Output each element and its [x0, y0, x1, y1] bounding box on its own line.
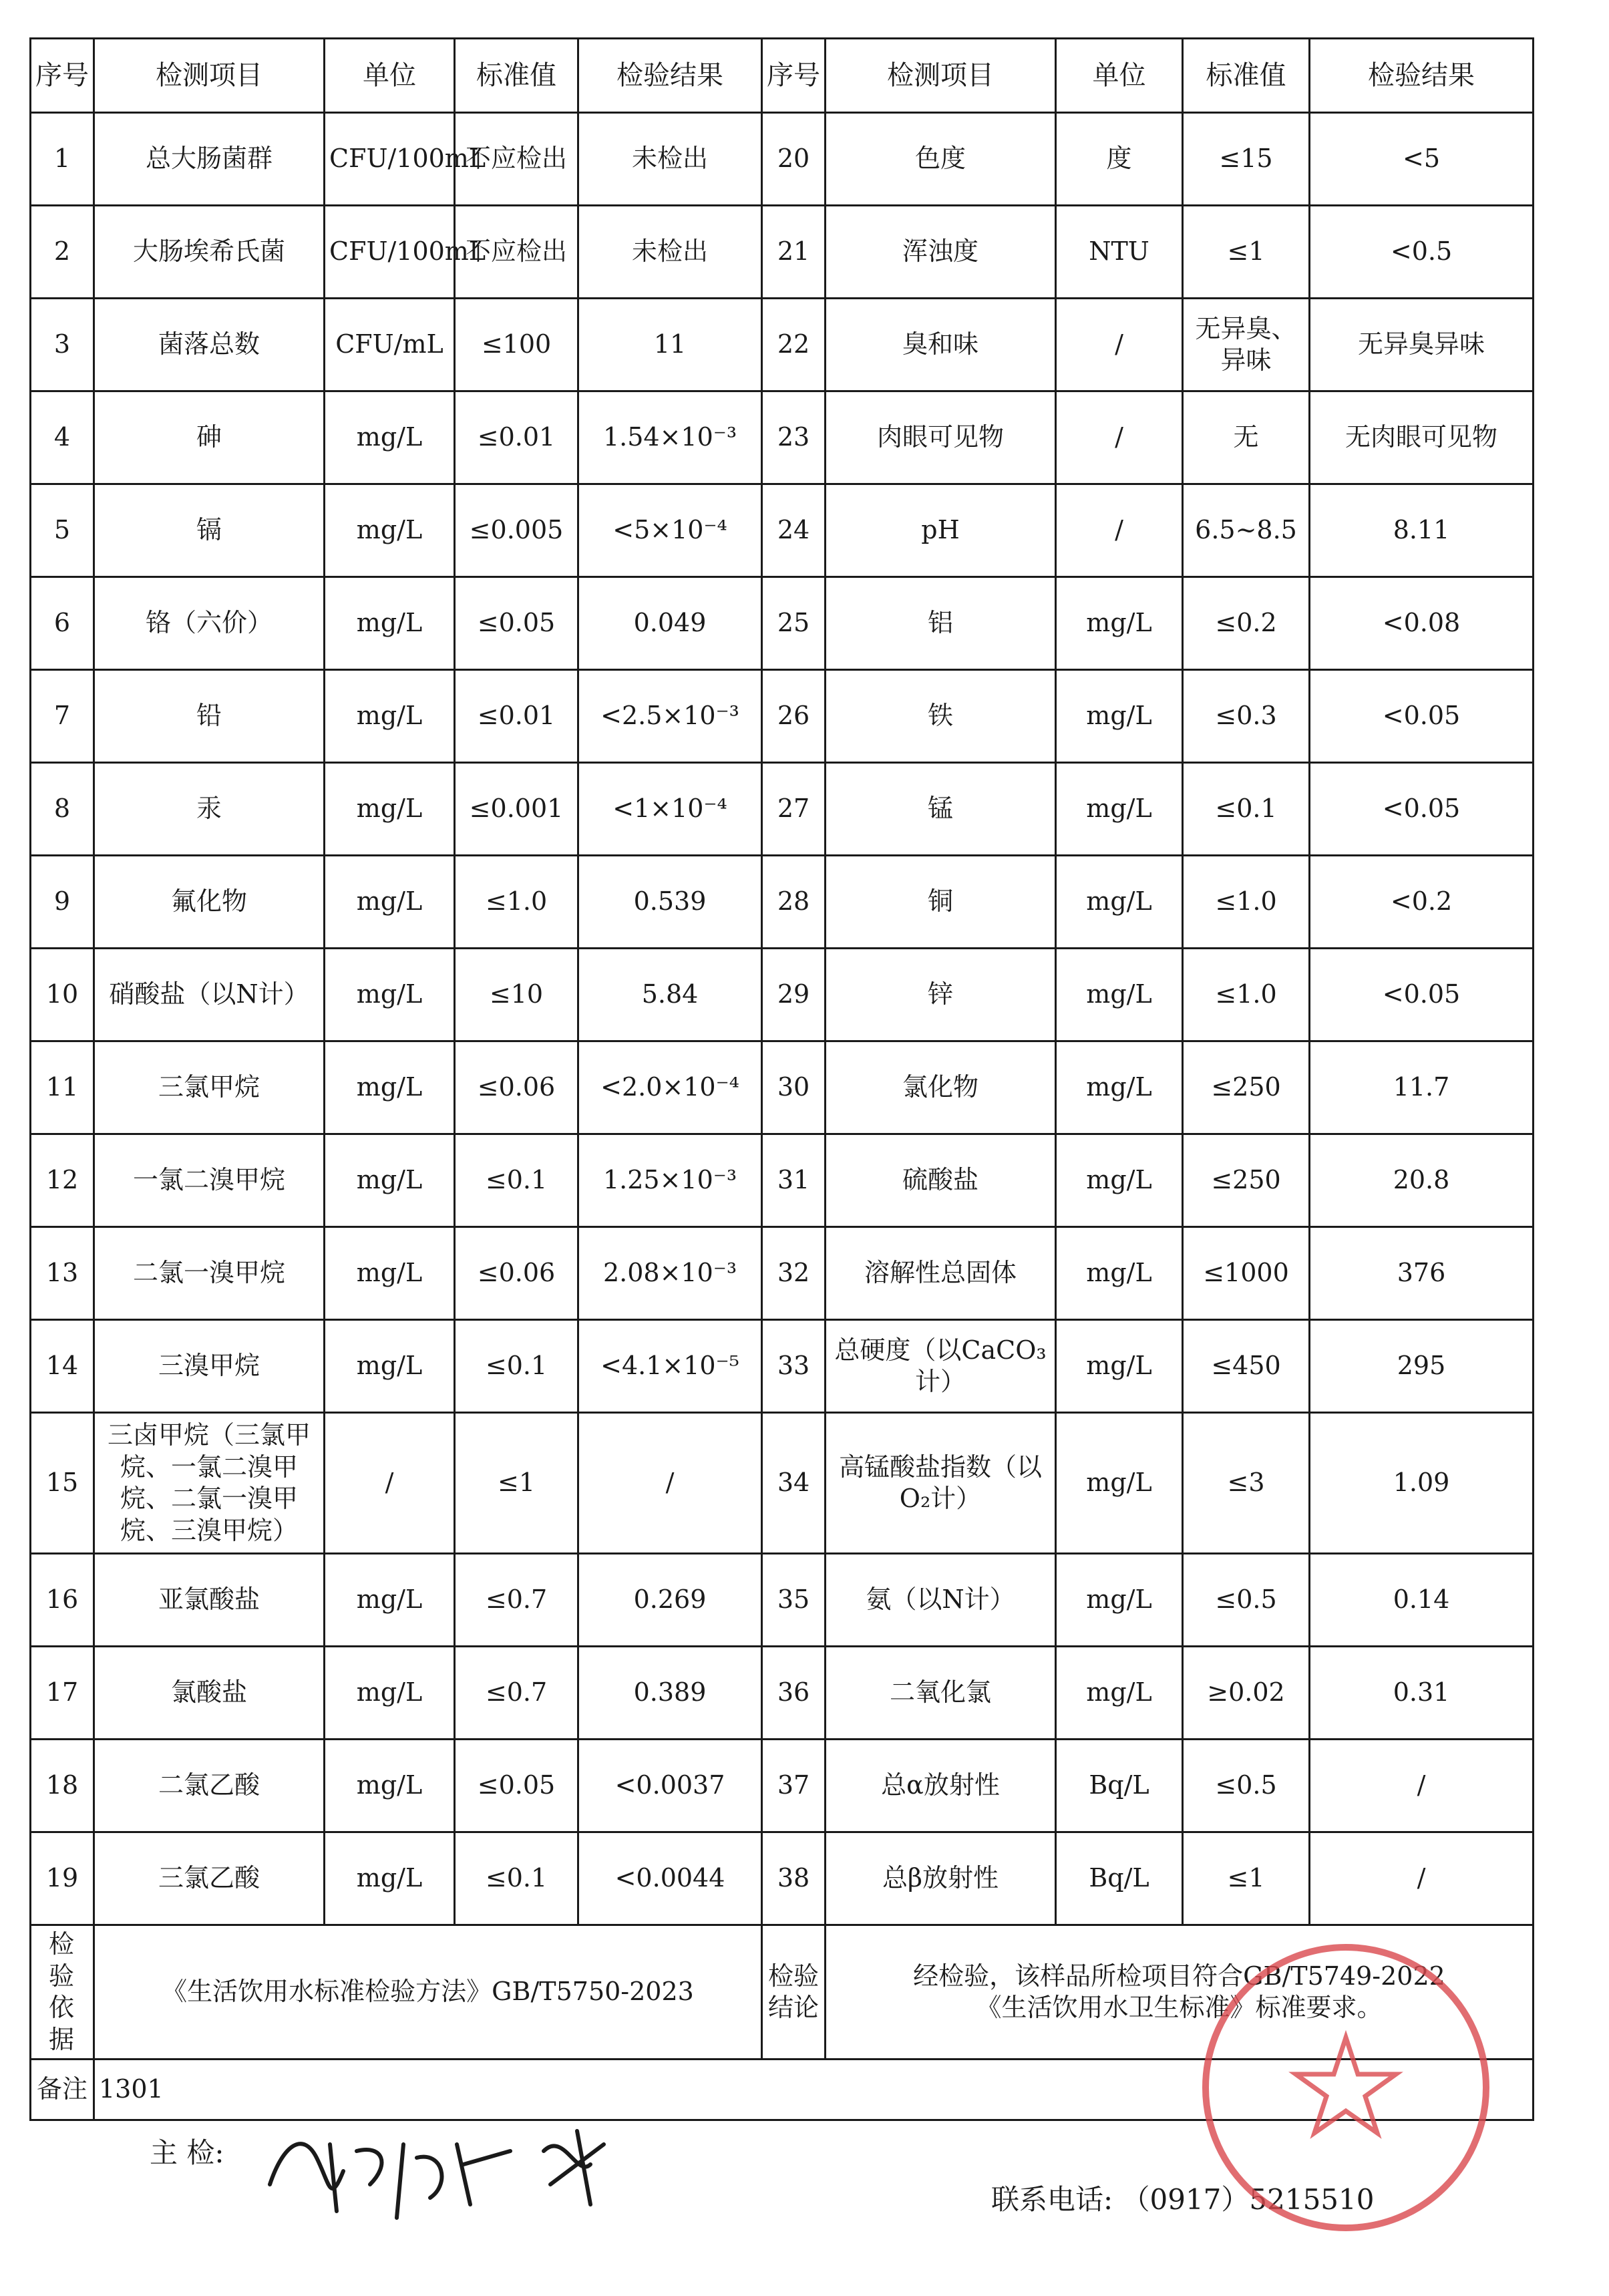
- cell-item: 铜: [826, 856, 1056, 949]
- cell-unit: mg/L: [1056, 577, 1183, 670]
- cell-item: 肉眼可见物: [826, 391, 1056, 484]
- cell-item: 锌: [826, 949, 1056, 1041]
- cell-unit: mg/L: [325, 484, 455, 577]
- basis-label: 检验依据: [31, 1925, 94, 2060]
- cell-result: 0.389: [578, 1647, 762, 1740]
- cell-unit: mg/L: [325, 1227, 455, 1320]
- table-row: [31, 1320, 1534, 1413]
- cell-unit: mg/L: [1056, 1134, 1183, 1227]
- cell-unit: mg/L: [1056, 1554, 1183, 1647]
- cell-std: 6.5~8.5: [1183, 484, 1310, 577]
- cell-item: 总α放射性: [826, 1740, 1056, 1832]
- cell-unit: CFU/100mL: [325, 206, 455, 299]
- header-cell: 检测项目: [94, 39, 325, 113]
- header-cell: 序号: [762, 39, 826, 113]
- cell-unit: mg/L: [1056, 1413, 1183, 1554]
- cell-no: 34: [762, 1413, 826, 1554]
- cell-result: 1.25×10⁻³: [578, 1134, 762, 1227]
- cell-no: 22: [762, 299, 826, 391]
- cell-unit: mg/L: [1056, 856, 1183, 949]
- cell-no: 27: [762, 763, 826, 856]
- note-label: 备注: [31, 2060, 94, 2120]
- cell-std: ≤0.1: [1183, 763, 1310, 856]
- table-row: [31, 391, 1534, 484]
- table-row: [31, 113, 1534, 206]
- cell-no: 12: [31, 1134, 94, 1227]
- cell-item: 高锰酸盐指数（以O₂计）: [826, 1413, 1056, 1554]
- cell-result: <0.0044: [578, 1832, 762, 1925]
- cell-unit: NTU: [1056, 206, 1183, 299]
- table-row: [31, 577, 1534, 670]
- cell-no: 18: [31, 1740, 94, 1832]
- cell-item: 总大肠菌群: [94, 113, 325, 206]
- inspector-label: 主 检:: [150, 2136, 224, 2169]
- table-row: [31, 1227, 1534, 1320]
- cell-unit: mg/L: [325, 577, 455, 670]
- cell-std: ≤0.05: [455, 1740, 578, 1832]
- cell-no: 9: [31, 856, 94, 949]
- cell-result: <0.05: [1310, 670, 1534, 763]
- cell-result: /: [1310, 1740, 1534, 1832]
- cell-std: ≤1: [1183, 1832, 1310, 1925]
- note-value: 1301: [94, 2060, 1534, 2120]
- cell-std: ≤250: [1183, 1134, 1310, 1227]
- cell-item: 氯酸盐: [94, 1647, 325, 1740]
- cell-std: ≤0.01: [455, 670, 578, 763]
- cell-no: 21: [762, 206, 826, 299]
- cell-result: <0.08: [1310, 577, 1534, 670]
- cell-result: <5×10⁻⁴: [578, 484, 762, 577]
- cell-result: <2.5×10⁻³: [578, 670, 762, 763]
- header-cell: 单位: [325, 39, 455, 113]
- cell-std: ≤1.0: [1183, 949, 1310, 1041]
- cell-std: ≤0.7: [455, 1647, 578, 1740]
- cell-unit: /: [1056, 391, 1183, 484]
- cell-item: 臭和味: [826, 299, 1056, 391]
- cell-result: 5.84: [578, 949, 762, 1041]
- cell-result: 0.539: [578, 856, 762, 949]
- cell-item: 二氯乙酸: [94, 1740, 325, 1832]
- cell-no: 35: [762, 1554, 826, 1647]
- cell-std: ≤0.01: [455, 391, 578, 484]
- cell-unit: mg/L: [1056, 1647, 1183, 1740]
- cell-std: ≤1.0: [455, 856, 578, 949]
- cell-result: 未检出: [578, 113, 762, 206]
- cell-std: ≤0.06: [455, 1041, 578, 1134]
- header-cell: 标准值: [1183, 39, 1310, 113]
- table-row: [31, 484, 1534, 577]
- table-row: [31, 1740, 1534, 1832]
- cell-std: ≤0.2: [1183, 577, 1310, 670]
- cell-no: 25: [762, 577, 826, 670]
- cell-item: 氟化物: [94, 856, 325, 949]
- cell-item: 菌落总数: [94, 299, 325, 391]
- cell-no: 10: [31, 949, 94, 1041]
- cell-item: 氯化物: [826, 1041, 1056, 1134]
- table-row: [31, 1832, 1534, 1925]
- header-cell: 检验结果: [1310, 39, 1534, 113]
- cell-item: 色度: [826, 113, 1056, 206]
- cell-item: 二氯一溴甲烷: [94, 1227, 325, 1320]
- cell-result: <0.5: [1310, 206, 1534, 299]
- cell-result: 0.31: [1310, 1647, 1534, 1740]
- cell-std: ≤1: [1183, 206, 1310, 299]
- results-body: [31, 113, 1534, 1925]
- cell-item: 铝: [826, 577, 1056, 670]
- cell-result: 2.08×10⁻³: [578, 1227, 762, 1320]
- cell-unit: mg/L: [1056, 763, 1183, 856]
- cell-std: 不应检出: [455, 113, 578, 206]
- table-row: [31, 763, 1534, 856]
- cell-result: 未检出: [578, 206, 762, 299]
- signature-image: [230, 2104, 644, 2238]
- cell-no: 8: [31, 763, 94, 856]
- cell-item: 总β放射性: [826, 1832, 1056, 1925]
- cell-std: ≤100: [455, 299, 578, 391]
- table-row: [31, 206, 1534, 299]
- cell-unit: mg/L: [1056, 1227, 1183, 1320]
- cell-no: 15: [31, 1413, 94, 1554]
- cell-no: 36: [762, 1647, 826, 1740]
- cell-no: 7: [31, 670, 94, 763]
- cell-item: pH: [826, 484, 1056, 577]
- cell-std: ≤0.1: [455, 1320, 578, 1413]
- cell-result: 1.54×10⁻³: [578, 391, 762, 484]
- cell-result: /: [578, 1413, 762, 1554]
- cell-no: 16: [31, 1554, 94, 1647]
- cell-unit: mg/L: [325, 1320, 455, 1413]
- cell-item: 铅: [94, 670, 325, 763]
- official-seal-stamp: [1196, 1937, 1496, 2238]
- cell-std: ≤0.3: [1183, 670, 1310, 763]
- cell-result: 11.7: [1310, 1041, 1534, 1134]
- cell-no: 33: [762, 1320, 826, 1413]
- cell-std: ≤3: [1183, 1413, 1310, 1554]
- cell-item: 三氯乙酸: [94, 1832, 325, 1925]
- cell-unit: mg/L: [1056, 670, 1183, 763]
- cell-result: <0.2: [1310, 856, 1534, 949]
- cell-item: 三溴甲烷: [94, 1320, 325, 1413]
- cell-std: ≥0.02: [1183, 1647, 1310, 1740]
- cell-result: 1.09: [1310, 1413, 1534, 1554]
- table-row: [31, 856, 1534, 949]
- cell-item: 硝酸盐（以N计）: [94, 949, 325, 1041]
- cell-no: 24: [762, 484, 826, 577]
- cell-std: ≤1.0: [1183, 856, 1310, 949]
- cell-no: 5: [31, 484, 94, 577]
- cell-item: 铬（六价）: [94, 577, 325, 670]
- cell-no: 29: [762, 949, 826, 1041]
- cell-result: 0.14: [1310, 1554, 1534, 1647]
- cell-no: 1: [31, 113, 94, 206]
- cell-unit: mg/L: [1056, 949, 1183, 1041]
- cell-std: ≤1000: [1183, 1227, 1310, 1320]
- basis-text: 《生活饮用水标准检验方法》GB/T5750-2023: [94, 1925, 762, 2060]
- cell-std: 不应检出: [455, 206, 578, 299]
- cell-std: ≤450: [1183, 1320, 1310, 1413]
- cell-unit: mg/L: [325, 1647, 455, 1740]
- cell-item: 三氯甲烷: [94, 1041, 325, 1134]
- cell-no: 20: [762, 113, 826, 206]
- table-row: [31, 1413, 1534, 1554]
- cell-unit: Bq/L: [1056, 1832, 1183, 1925]
- cell-result: <5: [1310, 113, 1534, 206]
- cell-item: 镉: [94, 484, 325, 577]
- cell-no: 6: [31, 577, 94, 670]
- cell-no: 2: [31, 206, 94, 299]
- cell-no: 38: [762, 1832, 826, 1925]
- cell-no: 28: [762, 856, 826, 949]
- table-row: [31, 299, 1534, 391]
- cell-std: ≤0.005: [455, 484, 578, 577]
- cell-unit: mg/L: [325, 856, 455, 949]
- cell-unit: mg/L: [325, 1041, 455, 1134]
- cell-result: /: [1310, 1832, 1534, 1925]
- header-row: [31, 39, 1534, 113]
- cell-no: 19: [31, 1832, 94, 1925]
- cell-item: 二氧化氯: [826, 1647, 1056, 1740]
- header-cell: 序号: [31, 39, 94, 113]
- cell-result: 8.11: [1310, 484, 1534, 577]
- cell-result: 无肉眼可见物: [1310, 391, 1534, 484]
- cell-result: 295: [1310, 1320, 1534, 1413]
- cell-no: 3: [31, 299, 94, 391]
- cell-std: ≤0.5: [1183, 1740, 1310, 1832]
- header-cell: 标准值: [455, 39, 578, 113]
- cell-unit: mg/L: [325, 1134, 455, 1227]
- cell-unit: CFU/100mL: [325, 113, 455, 206]
- cell-no: 14: [31, 1320, 94, 1413]
- cell-unit: mg/L: [325, 1832, 455, 1925]
- cell-no: 31: [762, 1134, 826, 1227]
- cell-std: ≤0.06: [455, 1227, 578, 1320]
- cell-unit: mg/L: [325, 949, 455, 1041]
- table-row: [31, 949, 1534, 1041]
- cell-no: 17: [31, 1647, 94, 1740]
- cell-unit: mg/L: [1056, 1320, 1183, 1413]
- cell-item: 亚氯酸盐: [94, 1554, 325, 1647]
- cell-std: ≤0.05: [455, 577, 578, 670]
- cell-std: ≤1: [455, 1413, 578, 1554]
- table-row: [31, 1134, 1534, 1227]
- cell-unit: mg/L: [1056, 1041, 1183, 1134]
- conclusion-line: 《生活饮用水卫生标准》标准要求。: [976, 1993, 1383, 2022]
- cell-std: 无: [1183, 391, 1310, 484]
- cell-result: <0.0037: [578, 1740, 762, 1832]
- cell-item: 锰: [826, 763, 1056, 856]
- cell-no: 11: [31, 1041, 94, 1134]
- cell-no: 23: [762, 391, 826, 484]
- cell-item: 一氯二溴甲烷: [94, 1134, 325, 1227]
- phone-label: 联系电话:: [991, 2183, 1113, 2216]
- cell-unit: /: [325, 1413, 455, 1554]
- cell-std: ≤250: [1183, 1041, 1310, 1134]
- phone-value: （0917）5215510: [1121, 2183, 1375, 2216]
- cell-std: ≤0.1: [455, 1832, 578, 1925]
- cell-std: 无异臭、异味: [1183, 299, 1310, 391]
- cell-unit: /: [1056, 299, 1183, 391]
- cell-unit: /: [1056, 484, 1183, 577]
- cell-item: 大肠埃希氏菌: [94, 206, 325, 299]
- cell-unit: mg/L: [325, 1740, 455, 1832]
- cell-result: 376: [1310, 1227, 1534, 1320]
- cell-item: 浑浊度: [826, 206, 1056, 299]
- report-sheet: [29, 37, 1532, 2121]
- conclusion-line: 经检验，该样品所检项目符合GB/T5749-2022: [913, 1961, 1445, 1991]
- cell-unit: mg/L: [325, 1554, 455, 1647]
- header-cell: 单位: [1056, 39, 1183, 113]
- cell-unit: mg/L: [325, 670, 455, 763]
- cell-no: 37: [762, 1740, 826, 1832]
- cell-result: 无异臭异味: [1310, 299, 1534, 391]
- cell-result: <0.05: [1310, 949, 1534, 1041]
- cell-result: <1×10⁻⁴: [578, 763, 762, 856]
- cell-unit: CFU/mL: [325, 299, 455, 391]
- table-row: [31, 670, 1534, 763]
- cell-result: 11: [578, 299, 762, 391]
- cell-result: 0.269: [578, 1554, 762, 1647]
- results-table: [29, 37, 1534, 2121]
- cell-item: 氨（以N计）: [826, 1554, 1056, 1647]
- cell-unit: 度: [1056, 113, 1183, 206]
- cell-no: 30: [762, 1041, 826, 1134]
- cell-unit: Bq/L: [1056, 1740, 1183, 1832]
- cell-std: ≤15: [1183, 113, 1310, 206]
- header-cell: 检验结果: [578, 39, 762, 113]
- table-row: [31, 1041, 1534, 1134]
- cell-unit: mg/L: [325, 763, 455, 856]
- cell-result: 20.8: [1310, 1134, 1534, 1227]
- cell-no: 4: [31, 391, 94, 484]
- cell-item: 汞: [94, 763, 325, 856]
- conclusion-label: 检验结论: [762, 1925, 826, 2060]
- cell-no: 13: [31, 1227, 94, 1320]
- cell-no: 26: [762, 670, 826, 763]
- table-row: [31, 1554, 1534, 1647]
- cell-item: 三卤甲烷（三氯甲烷、一氯二溴甲烷、二氯一溴甲烷、三溴甲烷）: [94, 1413, 325, 1554]
- header-cell: 检测项目: [826, 39, 1056, 113]
- cell-std: ≤0.001: [455, 763, 578, 856]
- cell-result: <2.0×10⁻⁴: [578, 1041, 762, 1134]
- cell-std: ≤0.5: [1183, 1554, 1310, 1647]
- cell-std: ≤0.1: [455, 1134, 578, 1227]
- cell-unit: mg/L: [325, 391, 455, 484]
- cell-result: <4.1×10⁻⁵: [578, 1320, 762, 1413]
- cell-item: 砷: [94, 391, 325, 484]
- cell-result: 0.049: [578, 577, 762, 670]
- cell-item: 铁: [826, 670, 1056, 763]
- cell-item: 硫酸盐: [826, 1134, 1056, 1227]
- cell-item: 总硬度（以CaCO₃计）: [826, 1320, 1056, 1413]
- table-row: [31, 1647, 1534, 1740]
- cell-std: ≤10: [455, 949, 578, 1041]
- cell-std: ≤0.7: [455, 1554, 578, 1647]
- cell-no: 32: [762, 1227, 826, 1320]
- cell-item: 溶解性总固体: [826, 1227, 1056, 1320]
- cell-result: <0.05: [1310, 763, 1534, 856]
